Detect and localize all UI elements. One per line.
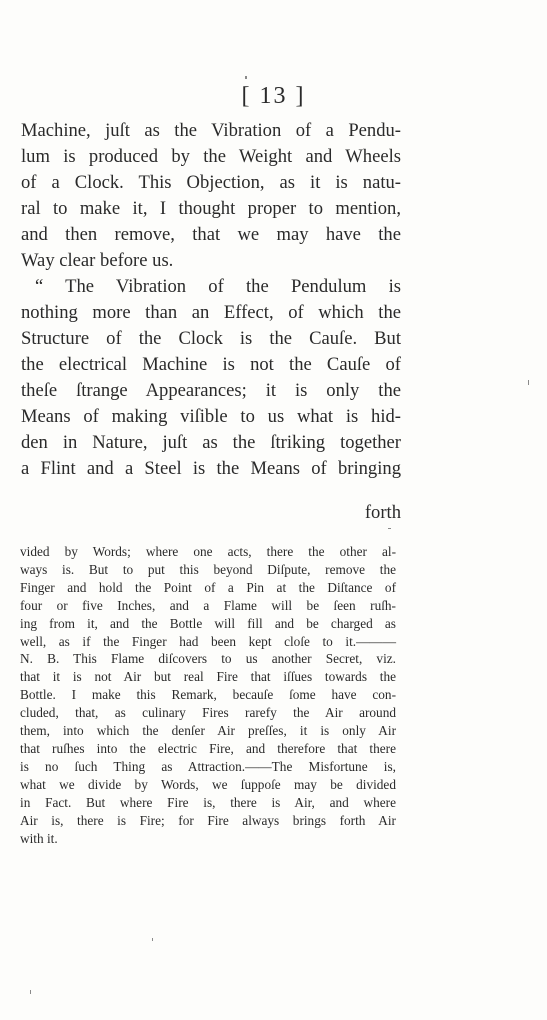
page-number-header: [ 13 ] — [241, 83, 306, 109]
footnote-line: Air is, there is Fire; for Fire always brings forth Air — [20, 812, 396, 828]
main-text-line: nothing more than an Effect, of which the — [21, 302, 401, 323]
footnote-line: cluded, that, as culinary Fires rarefy the Air around — [20, 705, 396, 721]
speck — [152, 938, 153, 941]
footnote-line: N. B. This Flame diſcovers to us another Secret, viz. — [20, 651, 396, 667]
footnote-line: ways is. But to put this beyond Diſpute, remove the — [20, 561, 396, 577]
main-text-line: Way clear before us. — [21, 250, 174, 271]
footnote-line: with it. — [20, 830, 58, 846]
footnote-line: that ruſhes into the electric Fire, and therefore that there — [20, 740, 396, 756]
footnote-line: what we divide by Words, we ſuppoſe may be divided — [20, 776, 396, 792]
footnote-line: Bottle. I make this Remark, becauſe ſome have con- — [20, 687, 396, 703]
speck — [30, 990, 31, 994]
main-text-line: of a Clock. This Objection, as it is natu- — [21, 172, 401, 193]
footnote-line: Finger and hold the Point of a Pin at the Diſtance of — [20, 579, 396, 595]
speck — [245, 76, 247, 79]
main-text-line: Means of making viſible to us what is hid- — [21, 406, 401, 427]
main-text-line: theſe ſtrange Appearances; it is only the — [21, 380, 401, 401]
footnote-line: ing from it, and the Bottle will fill and be charged as — [20, 615, 396, 631]
main-text-line: den in Nature, juſt as the ſtriking together — [21, 432, 401, 453]
main-text-line: Machine, juſt as the Vibration of a Pendu- — [21, 120, 401, 141]
footnote-line: well, as if the Finger had been kept cloſe to it.——— — [20, 633, 396, 649]
speck — [528, 380, 529, 385]
footnote-line: vided by Words; where one acts, there the other al- — [20, 544, 396, 559]
speck — [388, 528, 391, 529]
main-text-line: the electrical Machine is not the Cauſe of — [21, 354, 401, 375]
footnote — [20, 543, 396, 847]
main-text-line: ral to make it, I thought proper to mention, — [21, 198, 401, 219]
catchword: forth — [364, 502, 401, 523]
footnote-line: in Fact. But where Fire is, there is Air, and where — [20, 794, 396, 810]
main-text-line: Structure of the Clock is the Cauſe. But — [21, 328, 401, 349]
main-text-line: “ The Vibration of the Pendulum is — [35, 276, 401, 297]
footnote-line: that it is not Air but real Fire that iſſues towards the — [20, 669, 396, 685]
main-text-line: and then remove, that we may have the — [21, 224, 401, 245]
main-text — [21, 118, 401, 482]
footnote-line: is no ſuch Thing as Attraction.——The Misfortune is, — [20, 758, 396, 774]
main-text-line: lum is produced by the Weight and Wheels — [21, 146, 401, 167]
footnote-line: four or five Inches, and a Flame will be ſeen ruſh- — [20, 597, 396, 613]
main-text-line: a Flint and a Steel is the Means of bringing — [21, 458, 401, 479]
footnote-line: them, into which the denſer Air preſſes, it is only Air — [20, 723, 396, 739]
